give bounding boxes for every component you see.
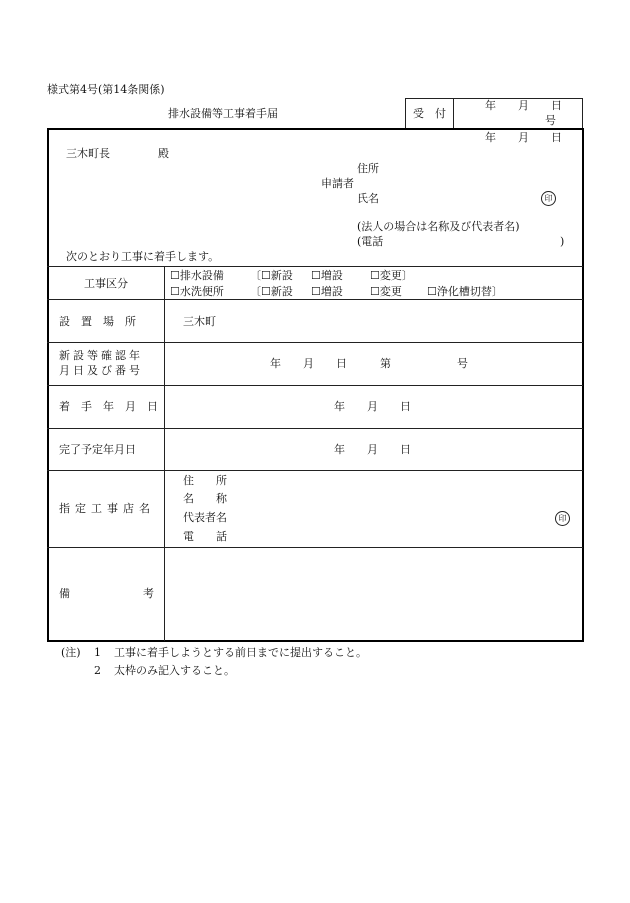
corp-note: (法人の場合は名称及び代表者名) (357, 220, 520, 233)
drainage-change: ☐変更〕 (370, 269, 413, 282)
remarks-label-left: 備 (59, 587, 70, 600)
toilet-extend: ☐増設 (311, 285, 343, 298)
receipt-number: 号 (545, 114, 556, 127)
location-label: 設 置 場 所 (59, 315, 136, 328)
intro-text: 次のとおり工事に着手します。 (66, 250, 220, 263)
drainage-extend: ☐増設 (311, 269, 343, 282)
receipt-box-right (582, 98, 583, 128)
addressee-honorific: 殿 (158, 147, 169, 160)
approval-label-line2: 月日及び番号 (59, 364, 143, 377)
phone-close: ) (560, 235, 565, 248)
approval-label-line1: 新設等確認年 (59, 349, 143, 362)
form-title: 排水設備等工事着手届 (168, 107, 278, 120)
addressee-name: 三木町長 (66, 147, 110, 160)
contractor-company: 名 称 (183, 492, 227, 505)
completion-date-value: 年 月 日 (334, 443, 411, 456)
toilet-new: 〔☐新設 (250, 285, 293, 298)
applicant-address-label: 住所 (357, 162, 379, 175)
work-type-label: 工事区分 (84, 277, 128, 290)
row-line-5 (47, 428, 583, 429)
start-date-value: 年 月 日 (334, 400, 411, 413)
phone-label: (電話 (357, 235, 384, 248)
remarks-label-right: 考 (143, 587, 154, 600)
work-type-toilet: ☐水洗便所 (170, 285, 224, 298)
toilet-change: ☐変更 (370, 285, 402, 298)
contractor-seal-icon: 印 (555, 511, 570, 526)
row-line-1 (47, 266, 583, 267)
contractor-phone: 電 話 (183, 530, 227, 543)
form-id: 様式第4号(第14条関係) (47, 83, 165, 96)
work-type-drainage: ☐排水設備 (170, 269, 224, 282)
completion-date-label: 完了予定年月日 (59, 443, 136, 456)
location-value: 三木町 (183, 315, 216, 328)
drainage-new: 〔☐新設 (250, 269, 293, 282)
label-column-divider (164, 266, 165, 641)
applicant-seal-icon: 印 (541, 191, 556, 206)
receipt-box-divider (453, 98, 454, 128)
frame-top (47, 128, 583, 130)
row-line-2 (47, 299, 583, 300)
row-line-4 (47, 385, 583, 386)
row-line-6 (47, 470, 583, 471)
contractor-label: 指定工事店名 (59, 502, 155, 515)
submission-date: 年 月 日 (485, 131, 562, 144)
contractor-representative: 代表者名 (183, 511, 227, 524)
applicant-name-label: 氏名 (357, 192, 379, 205)
note-1-number: 1 (94, 646, 101, 659)
notes-heading: (注) (61, 646, 81, 659)
receipt-box-left (405, 98, 406, 128)
applicant-role: 申請者 (321, 177, 354, 190)
note-1-text: 工事に着手しようとする前日までに提出すること。 (114, 646, 367, 659)
note-2-text: 太枠のみ記入すること。 (114, 664, 235, 677)
contractor-address: 住 所 (183, 474, 227, 487)
toilet-septic-switch: ☐浄化槽切替〕 (427, 285, 503, 298)
approval-value: 年 月 日 第 号 (270, 357, 468, 370)
row-line-3 (47, 342, 583, 343)
row-line-7 (47, 547, 583, 548)
frame-bottom (47, 640, 584, 642)
receipt-date: 年 月 日 (485, 99, 562, 112)
start-date-label: 着 手 年 月 日 (59, 400, 158, 413)
receipt-label: 受 付 (413, 107, 446, 120)
note-2-number: 2 (94, 664, 101, 677)
